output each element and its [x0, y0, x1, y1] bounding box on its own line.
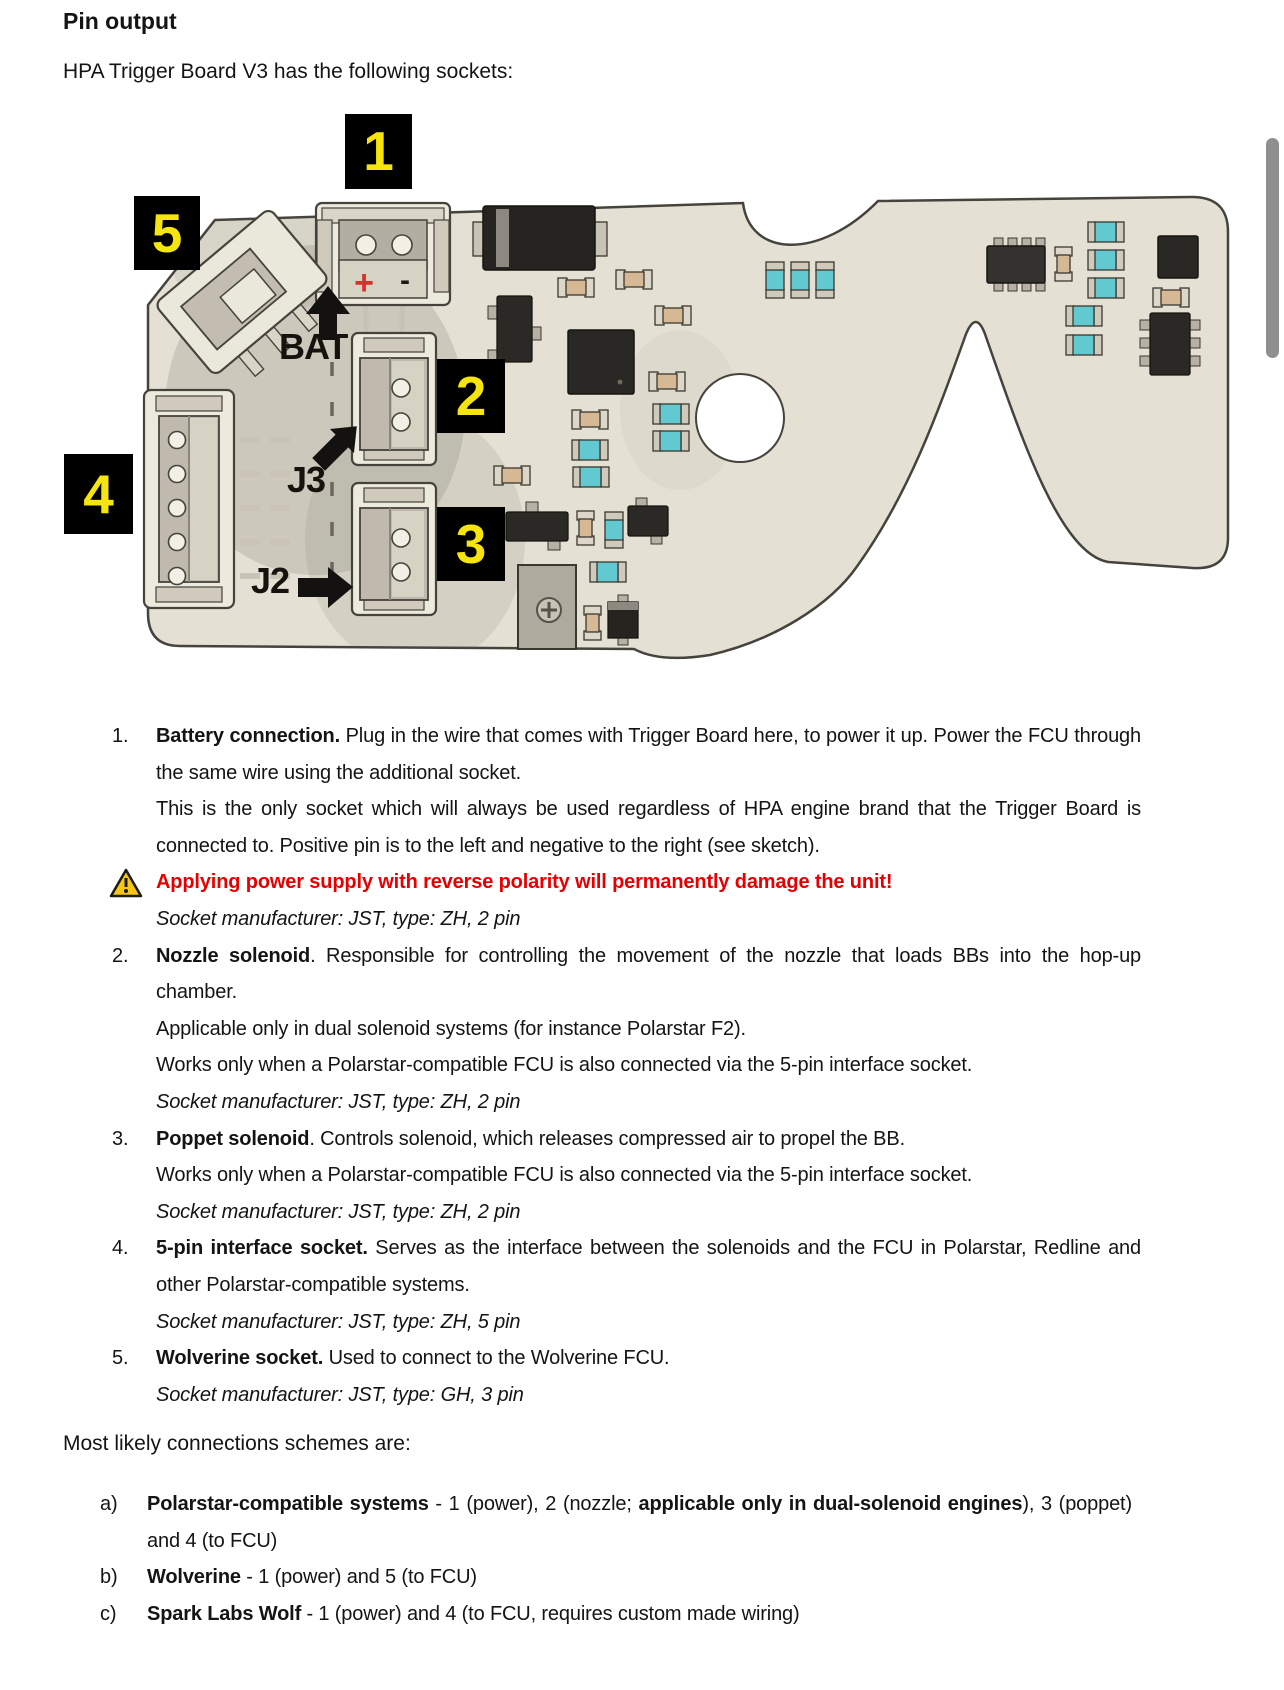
callout-4: 4: [64, 454, 133, 534]
scheme-text: Wolverine - 1 (power) and 5 (to FCU): [147, 1566, 477, 1589]
callout-1: 1: [345, 114, 412, 189]
poppet-lead: Poppet solenoid. Controls solenoid, which releases compressed air to propel the BB.: [156, 1127, 905, 1150]
battery-lead: Battery connection. Plug in the wire that comes with Trigger Board here, to power it up. Power the FCU through the same wire using the additional socket.: [156, 725, 1141, 784]
list-item-wolverine: [112, 1340, 1142, 1413]
list-marker: 5.: [112, 1347, 129, 1370]
list-marker: b): [100, 1566, 118, 1589]
wolverine-lead: Wolverine socket. Used to connect to the Wolverine FCU.: [156, 1347, 670, 1370]
list-item-nozzle: [112, 938, 1142, 1121]
scheme-wolverine: [100, 1559, 1132, 1596]
callout-3: 3: [437, 507, 505, 581]
scheme-polarstar: [100, 1486, 1132, 1559]
callout-5: 5: [134, 196, 200, 270]
pcb-image: [60, 110, 1240, 670]
socket-spec: Socket manufacturer: JST, type: ZH, 2 pin: [156, 1090, 521, 1113]
socket-spec: Socket manufacturer: JST, type: ZH, 2 pin: [156, 907, 521, 930]
polarity-warning: Applying power supply with reverse polarity will permanently damage the unit!: [156, 864, 1141, 901]
socket-spec: Socket manufacturer: JST, type: GH, 3 pin: [156, 1383, 524, 1406]
nozzle-detail-2: Works only when a Polarstar-compatible FCU is also connected via the 5-pin interface socket.: [156, 1054, 973, 1077]
list-item-poppet: [112, 1121, 1142, 1231]
scheme-sparklabs: [100, 1596, 1132, 1633]
callout-2: 2: [437, 359, 505, 433]
nozzle-lead: Nozzle solenoid. Responsible for controlling the movement of the nozzle that loads BBs into the hop-up chamber.: [156, 944, 1142, 1004]
list-marker: a): [100, 1493, 118, 1515]
j2-label: J2: [251, 560, 290, 601]
mounting-hole: [696, 374, 784, 462]
scheme-text: Spark Labs Wolf - 1 (power) and 4 (to FCU, requires custom made wiring): [147, 1602, 800, 1625]
interface-lead: 5-pin interface socket. Serves as the interface between the solenoids and the FCU in Polarstar, Redline and other Polarstar-compatible systems.: [156, 1237, 1141, 1296]
schemes-heading: Most likely connections schemes are:: [63, 1432, 411, 1455]
list-item-battery: [112, 718, 1142, 938]
page-title: Pin output: [63, 8, 177, 34]
list-item-interface: [112, 1230, 1142, 1340]
list-marker: 3.: [112, 1127, 129, 1150]
nozzle-detail-1: Applicable only in dual solenoid systems (for instance Polarstar F2).: [156, 1017, 746, 1040]
pcb-diagram: [0, 0, 1284, 680]
polarity-minus: -: [400, 264, 410, 297]
list-marker: 2.: [112, 944, 129, 967]
socket-list: [112, 718, 1142, 1413]
socket-spec: Socket manufacturer: JST, type: ZH, 5 pin: [156, 1310, 521, 1333]
warning-icon: [109, 868, 143, 911]
intro-text: HPA Trigger Board V3 has the following sockets:: [63, 60, 514, 83]
list-marker: 1.: [112, 725, 129, 747]
list-marker: 4.: [112, 1237, 129, 1260]
poppet-detail: Works only when a Polarstar-compatible FCU is also connected via the 5-pin interface socket.: [156, 1164, 973, 1187]
list-marker: c): [100, 1602, 117, 1625]
nozzle-socket: [352, 333, 436, 465]
battery-detail: This is the only socket which will always be used regardless of HPA engine brand that the Trigger Board is connected to. Positive pin is to the left and negative to the right (see sketch).: [156, 798, 1141, 857]
poppet-socket: [352, 483, 436, 615]
bat-label: BAT: [279, 326, 348, 367]
polarity-plus: +: [354, 264, 374, 302]
scheme-text: Polarstar-compatible systems - 1 (power), 2 (nozzle; applicable only in dual-solenoid engines), 3 (poppet) and 4 (to FCU): [147, 1493, 1132, 1552]
scrollbar-thumb[interactable]: [1266, 138, 1279, 358]
j3-label: J3: [287, 459, 326, 500]
schemes-list: [100, 1486, 1132, 1632]
socket-spec: Socket manufacturer: JST, type: ZH, 2 pin: [156, 1200, 521, 1223]
